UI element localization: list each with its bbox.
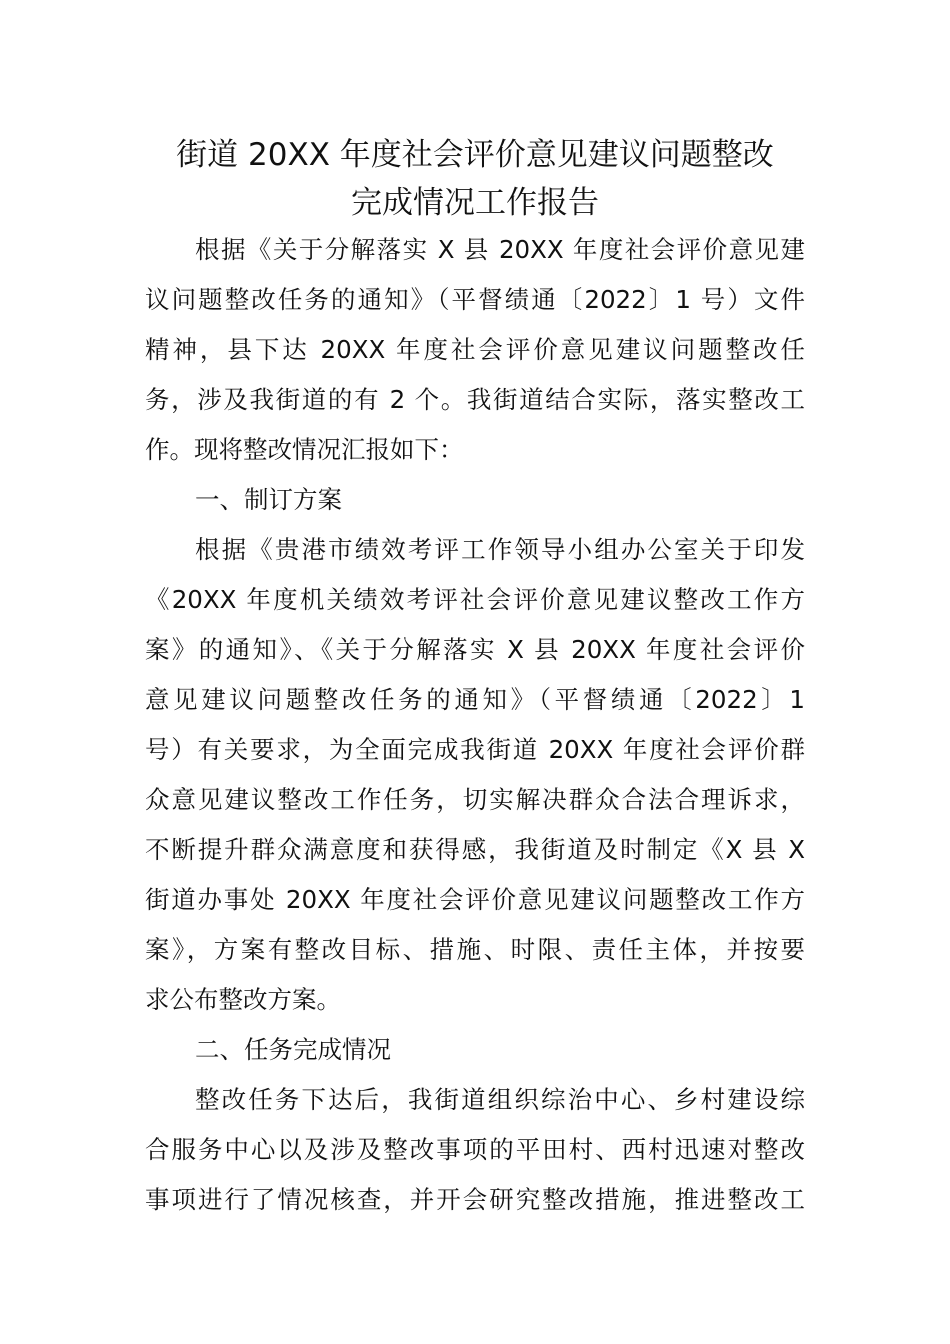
text-line: 议问题整改任务的通知》（平督绩通〔2022〕1 号）文件 bbox=[145, 285, 805, 314]
text-line: 《20XX 年度机关绩效考评社会评价意见建议整改工作方 bbox=[145, 585, 805, 614]
text-line: 求公布整改方案。 bbox=[145, 985, 341, 1014]
paragraph bbox=[145, 1075, 805, 1225]
paragraph bbox=[145, 525, 805, 1025]
text-line: 根据《贵港市绩效考评工作领导小组办公室关于印发 bbox=[195, 535, 805, 564]
text-line: 不断提升群众满意度和获得感，我街道及时制定《X 县 X bbox=[145, 835, 805, 864]
text-line: 务，涉及我街道的有 2 个。我街道结合实际，落实整改工 bbox=[145, 385, 805, 414]
text-line: 众意见建议整改工作任务，切实解决群众合法合理诉求， bbox=[145, 785, 805, 814]
text-line: 合服务中心以及涉及整改事项的平田村、西村迅速对整改 bbox=[145, 1135, 805, 1164]
text-line: 街道办事处 20XX 年度社会评价意见建议问题整改工作方 bbox=[145, 885, 805, 914]
text-line: 作。现将整改情况汇报如下： bbox=[145, 435, 464, 464]
text-line: 根据《关于分解落实 X 县 20XX 年度社会评价意见建 bbox=[195, 235, 805, 264]
section-heading bbox=[145, 1025, 805, 1075]
text-line: 精神，县下达 20XX 年度社会评价意见建议问题整改任 bbox=[145, 335, 805, 364]
text-line: 事项进行了情况核查，并开会研究整改措施，推进整改工 bbox=[145, 1185, 805, 1214]
text-line: 整改任务下达后，我街道组织综治中心、乡村建设综 bbox=[195, 1085, 805, 1114]
text-line: 意见建议问题整改任务的通知》（平督绩通〔2022〕1 bbox=[145, 685, 805, 714]
text-line: 二、任务完成情况 bbox=[195, 1035, 391, 1064]
document-body bbox=[145, 225, 805, 1225]
paragraph bbox=[145, 225, 805, 475]
section-heading bbox=[145, 475, 805, 525]
document-title-line-1: 街道 20XX 年度社会评价意见建议问题整改 bbox=[176, 137, 774, 173]
text-line: 案》的通知》、《关于分解落实 X 县 20XX 年度社会评价 bbox=[145, 635, 805, 664]
text-line: 一、制订方案 bbox=[195, 485, 342, 514]
text-line: 号）有关要求，为全面完成我街道 20XX 年度社会评价群 bbox=[145, 735, 805, 764]
text-line: 案》，方案有整改目标、措施、时限、责任主体，并按要 bbox=[145, 935, 805, 964]
document-title-line-2: 完成情况工作报告 bbox=[351, 185, 599, 221]
